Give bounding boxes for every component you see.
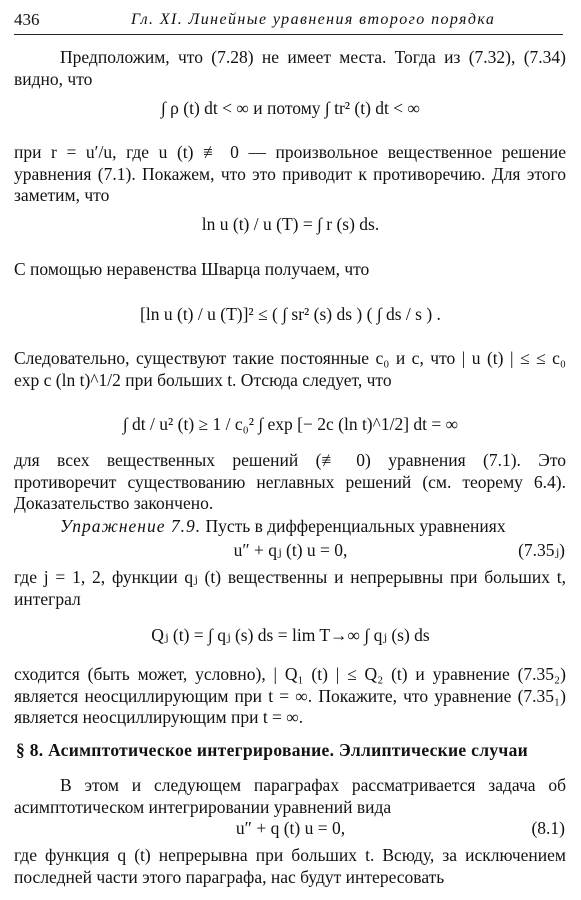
equation-7-number: (8.1) [531,818,565,838]
paragraph-7: сходится (быть может, условно), | Q₁ (t) | ≤ Q₂ (t) и уравнение (7.35₂) является неосциллирующим при t = ∞. Покажите, что уравнение (7.35₁) является неосциллирующим при t = ∞. [14,664,566,727]
exercise-paragraph [14,516,566,538]
paragraph-3: С помощью неравенства Шварца получаем, что [14,259,370,279]
equation-2: ln u (t) / u (T) = ∫ r (s) ds. [201,214,380,234]
paragraph-2: при r = u′/u, где u (t) ≢ 0 — произвольное вещественное решение уравнения (7.1). Покажем, что это приводит к противоречию. Для этого заметим, что [14,142,566,205]
page-header [14,8,563,35]
paragraph-4: Следовательно, существуют такие постоянные c₀ и c, что | u (t) | ≤ ≤ c₀ exp c (ln t)^1/2 при больших t. Отсюда следует, что [14,348,566,390]
equation-6: Qⱼ (t) = ∫ qⱼ (s) ds = lim T→∞ ∫ qⱼ (s) ds [151,625,430,645]
equation-5: u″ + qⱼ (t) u = 0, [233,540,348,560]
running-title: Гл. XI. Линейные уравнения второго порядка [131,11,496,28]
section-title: § 8. Асимптотическое интегрирование. Эллиптические случаи [16,740,529,760]
paragraph-9: где функция q (t) непрерывна при больших t. Всюду, за исключением последней части этого параграфа, нас будут интересовать [14,845,566,887]
paragraph-5: для всех вещественных решений (≢ 0) уравнения (7.1). Это противоречит существованию неглавных решений (см. теорему 6.4). Доказательство закончено. [14,450,566,513]
equation-7: u″ + q (t) u = 0, [235,818,346,838]
equation-5-number: (7.35ⱼ) [518,540,565,560]
equation-3: [ln u (t) / u (T)]² ≤ ( ∫ sr² (s) ds ) ( ∫ ds / s ) . [140,304,441,324]
page-number: 436 [14,10,40,29]
paragraph-8: В этом и следующем параграфах рассматривается задача об асимптотическом интегрировании уравнений вида [14,775,566,817]
exercise-label: Упражнение 7.9. [60,516,202,536]
paragraph-6: где j = 1, 2, функции qⱼ (t) вещественны и непрерывны при больших t, интеграл [14,567,566,609]
equation-1: ∫ ρ (t) dt < ∞ и потому ∫ tr² (t) dt < ∞ [161,98,420,118]
exercise-text: Пусть в дифференциальных уравнениях [205,516,506,536]
equation-4: ∫ dt / u² (t) ≥ 1 / c₀² ∫ exp [− 2c (ln t)^1/2] dt = ∞ [122,414,459,434]
paragraph-1: Предположим, что (7.28) не имеет места. Тогда из (7.32), (7.34) видно, что [14,47,566,89]
